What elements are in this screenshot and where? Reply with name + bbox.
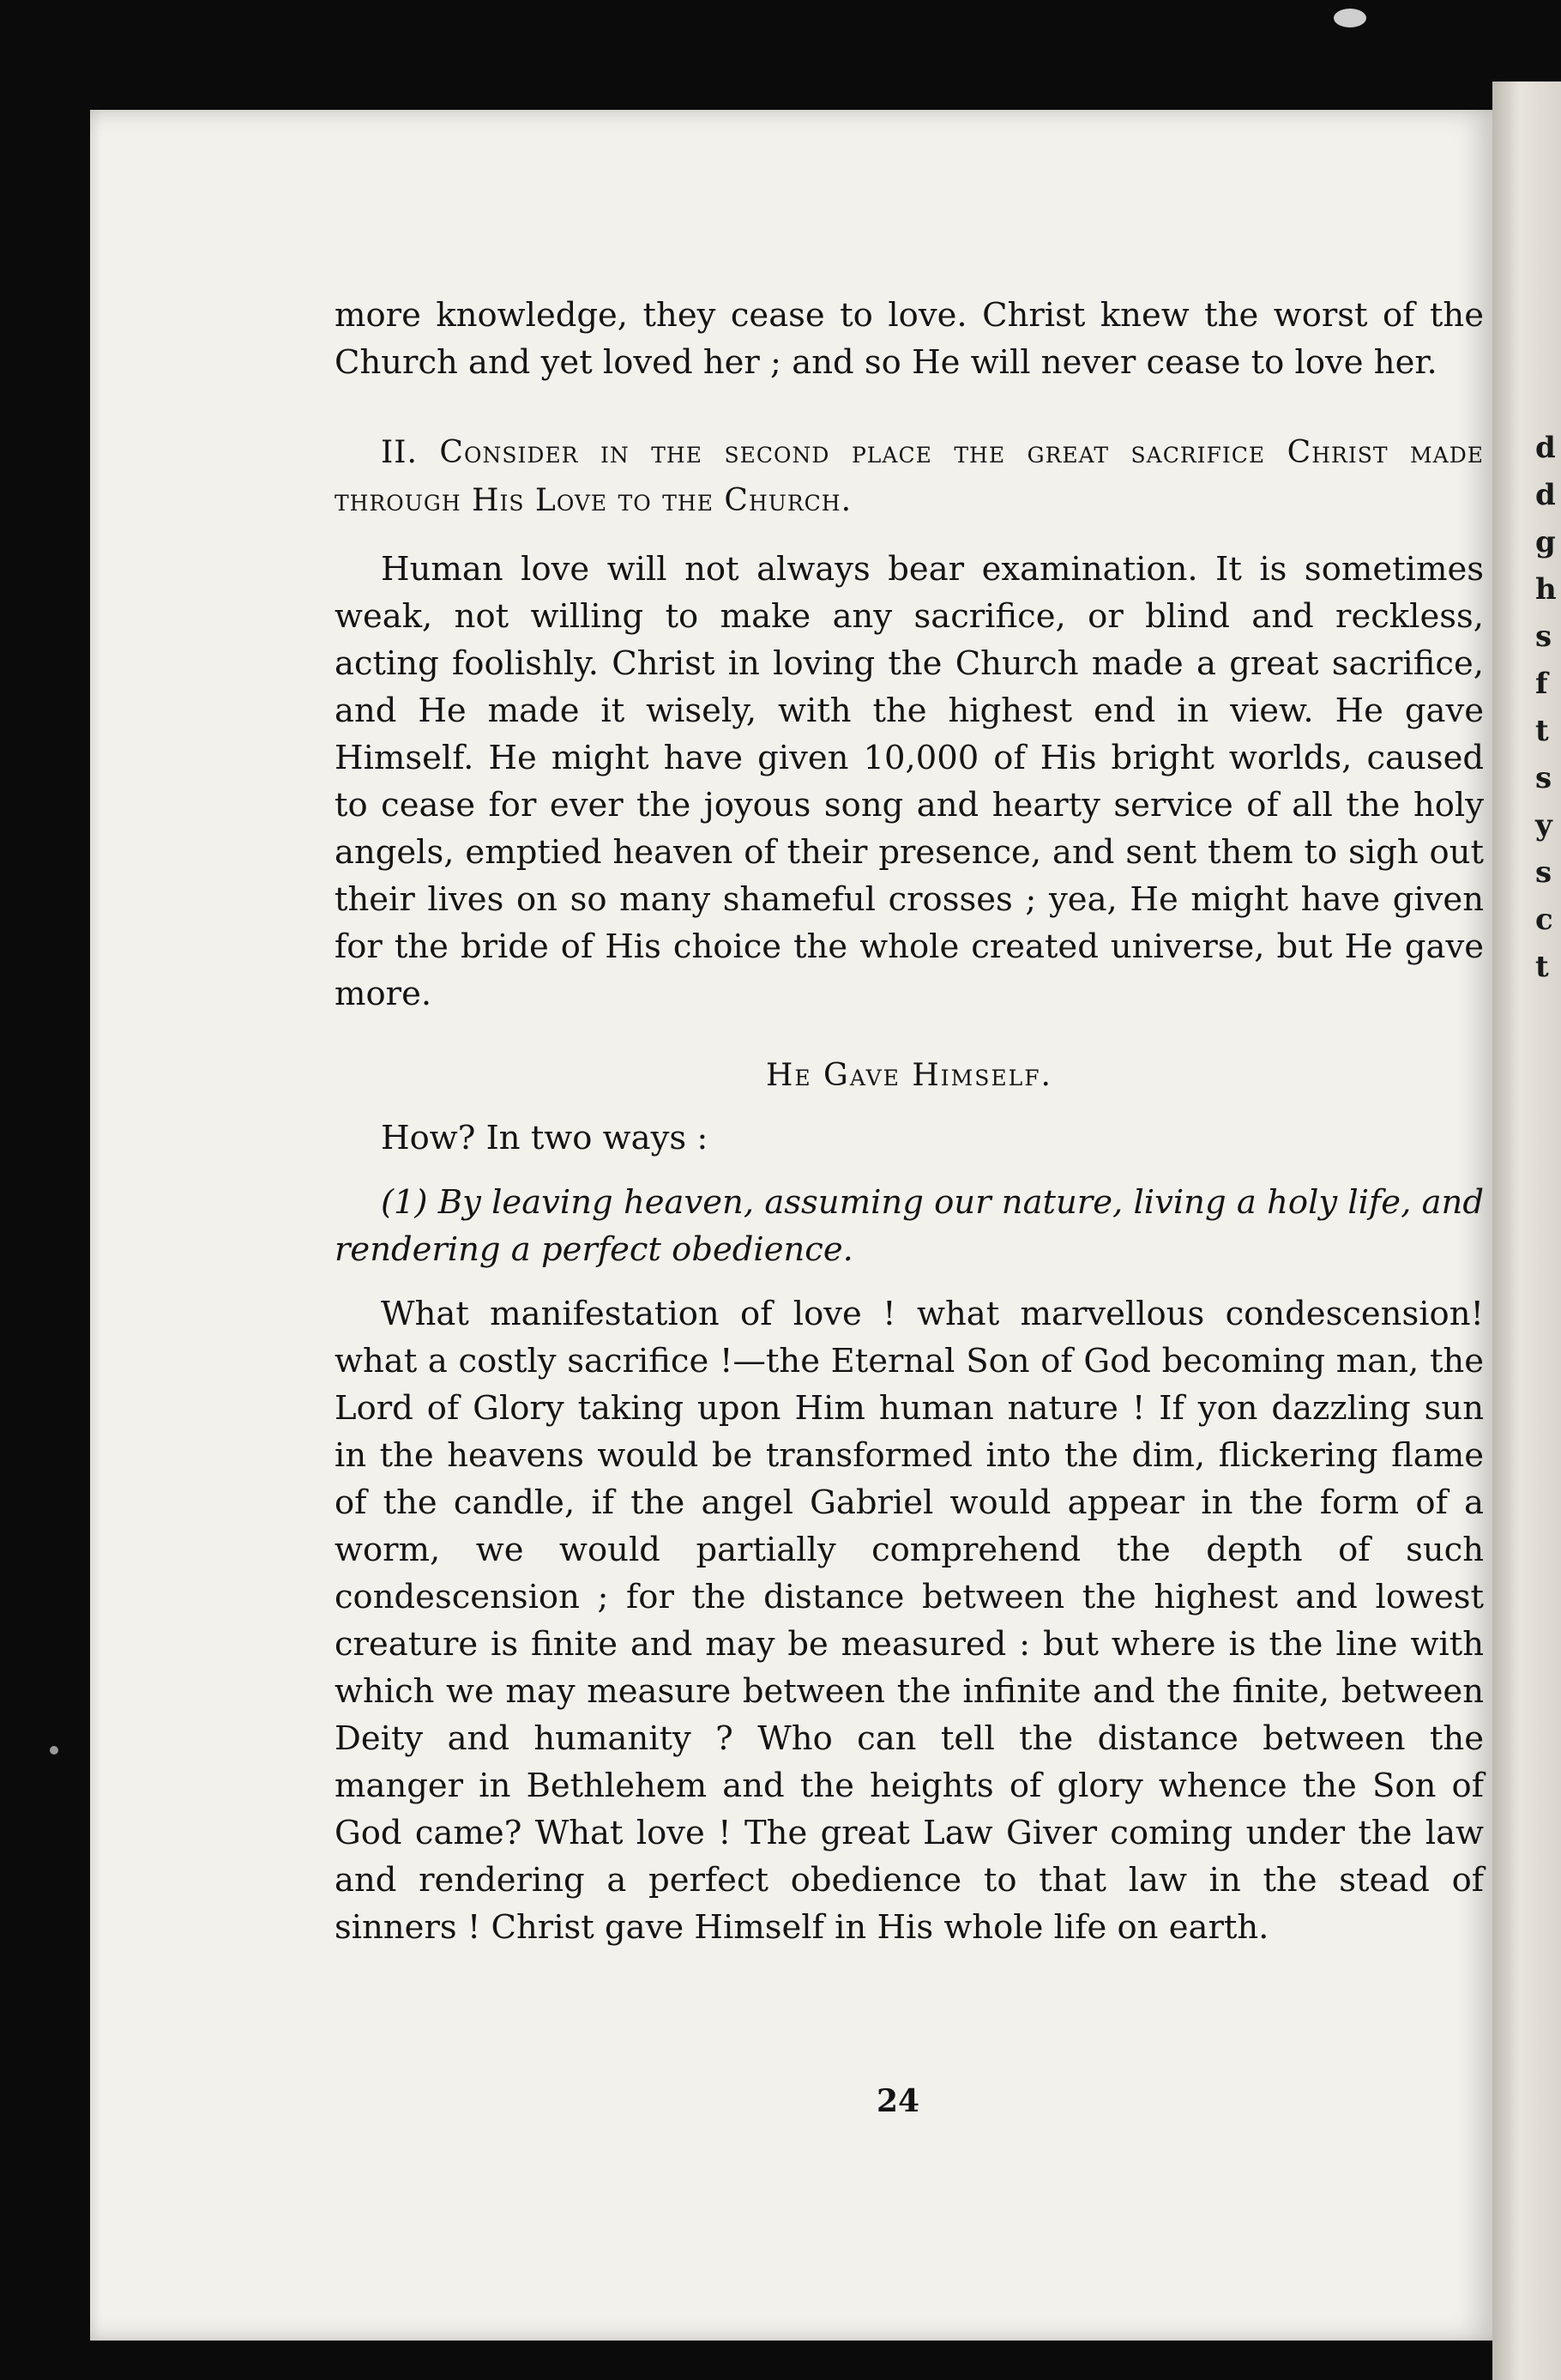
- adjacent-page-edge: [1492, 82, 1561, 2380]
- adjacent-page-letter: t: [1535, 950, 1549, 984]
- paragraph-3: What manifestation of love ! what marvellous condescension! what a costly sacrifice !—the Eternal Son of God becoming man, the Lord of Glory taking upon Him human nature ! If yon dazzling sun in the heavens would be transformed into the dim, flickering flame of the candle, if the angel Gabriel would appear in the form of a worm, we would partially comprehend the depth of such condescension ; for the distance between the highest and lowest creature is finite and may be measured : but where is the line with which we may measure between the infinite and the finite, between Deity and humanity ? Who can tell the distance between the manger in Bethlehem and the heights of glory whence the Son of God came? What love ! The great Law Giver coming under the law and rendering a perfect obedience to that law in the stead of sinners ! Christ gave Himself in His whole life on earth.: [334, 1295, 1484, 1947]
- paragraph-1: more knowledge, they cease to love. Christ knew the worst of the Church and yet loved her ; and so He will never cease to love her.: [334, 296, 1484, 382]
- adjacent-page-letter: s: [1535, 855, 1552, 890]
- adjacent-page-letter: c: [1535, 903, 1553, 937]
- adjacent-page-letter: t: [1535, 714, 1549, 748]
- adjacent-page-letter: s: [1535, 619, 1552, 654]
- adjacent-page-letter: g: [1535, 525, 1556, 559]
- page-number: 24: [877, 2083, 920, 2119]
- point-1: (1) By leaving heaven, assuming our nature, living a holy life, and rendering a perfect obedience.: [334, 1183, 1484, 1269]
- how-line: How? In two ways :: [381, 1119, 708, 1157]
- scan-artifact: [50, 1746, 58, 1755]
- adjacent-page-letter: f: [1535, 667, 1548, 701]
- adjacent-page-letter: s: [1535, 761, 1552, 795]
- scan-artifact: [1334, 9, 1366, 27]
- page-body: [334, 292, 1484, 1951]
- adjacent-page-letter: y: [1535, 808, 1552, 843]
- centered-heading: He Gave Himself.: [765, 1058, 1053, 1093]
- paragraph-2: Human love will not always bear examination. It is sometimes weak, not willing to make any sacrifice, or blind and reckless, acting foolishly. Christ in loving the Church made a great sacrifice, and He made it wisely, with the highest end in view. He gave Himself. He might have given 10,000 of His bright worlds, caused to cease for ever the joyous song and hearty service of all the holy angels, emptied heaven of their presence, and sent them to sigh out their lives on so many shameful crosses ; yea, He might have given for the bride of His choice the whole created universe, but He gave more.: [334, 550, 1484, 1013]
- adjacent-page-letter: d: [1535, 431, 1556, 465]
- adjacent-page-letter: d: [1535, 478, 1556, 512]
- section-heading: II. Consider in the second place the great sacrifice Christ made through His Love to the Church.: [334, 435, 1484, 518]
- adjacent-page-letter: h: [1535, 572, 1557, 607]
